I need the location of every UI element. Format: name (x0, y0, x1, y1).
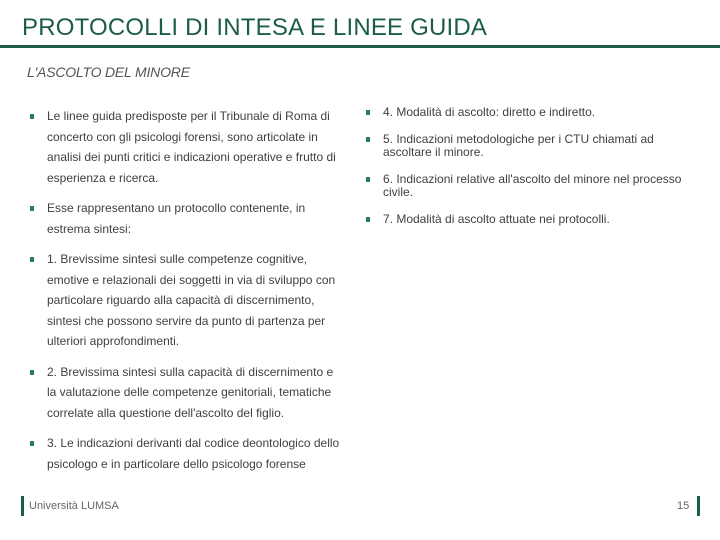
bullet-item (366, 173, 696, 199)
square-bullet-icon (30, 370, 34, 375)
bullet-item (30, 198, 340, 239)
bullet-item (30, 249, 340, 352)
footer-accent-bar (21, 496, 24, 516)
right-column (366, 106, 696, 240)
bullet-text: 6. Indicazioni relative all'ascolto del minore nel processo civile. (383, 172, 682, 199)
left-column (30, 106, 340, 484)
square-bullet-icon (30, 441, 34, 446)
square-bullet-icon (366, 177, 370, 182)
slide-title: PROTOCOLLI DI INTESA E LINEE GUIDA (22, 14, 488, 41)
title-underline (0, 45, 720, 48)
bullet-item (366, 106, 696, 119)
bullet-text: 5. Indicazioni metodologiche per i CTU chiamati ad ascoltare il minore. (383, 132, 654, 159)
square-bullet-icon (30, 257, 34, 262)
square-bullet-icon (30, 206, 34, 211)
bullet-item (366, 133, 696, 159)
bullet-text: 2. Brevissima sintesi sulla capacità di discernimento e la valutazione delle competenze genitoriali, tematiche correlate alla questione dell'ascolto del figlio. (47, 364, 334, 420)
bullet-item (30, 362, 340, 424)
bullet-text: 7. Modalità di ascolto attuate nei protocolli. (383, 212, 610, 226)
square-bullet-icon (366, 217, 370, 222)
footer-institution: Università LUMSA (29, 500, 119, 512)
slide-subtitle: L'ASCOLTO DEL MINORE (27, 64, 190, 80)
bullet-text: 4. Modalità di ascolto: diretto e indiretto. (383, 105, 596, 119)
bullet-text: Le linee guida predisposte per il Tribunale di Roma di concerto con gli psicologi forensi, sono articolate in analisi dei punti critici e indicazioni operative e frutto di esperienza e ricerca. (47, 109, 336, 185)
page-number-accent-bar (697, 496, 700, 516)
bullet-item (366, 213, 696, 226)
bullet-text: Esse rappresentano un protocollo contenente, in estrema sintesi: (47, 201, 306, 236)
bullet-item (30, 433, 340, 474)
bullet-text: 1. Brevissime sintesi sulle competenze cognitive, emotive e relazionali dei soggetti in via di sviluppo con particolare riguardo alla capacità di discernimento, sintesi che possono servire da punto di partenza per ulteriori approfondimenti. (47, 252, 336, 348)
square-bullet-icon (366, 110, 370, 115)
square-bullet-icon (30, 114, 34, 119)
bullet-text: 3. Le indicazioni derivanti dal codice deontologico dello psicologo e in particolare dello psicologo forense (47, 436, 340, 471)
bullet-item (30, 106, 340, 188)
page-number: 15 (677, 500, 690, 512)
square-bullet-icon (366, 137, 370, 142)
